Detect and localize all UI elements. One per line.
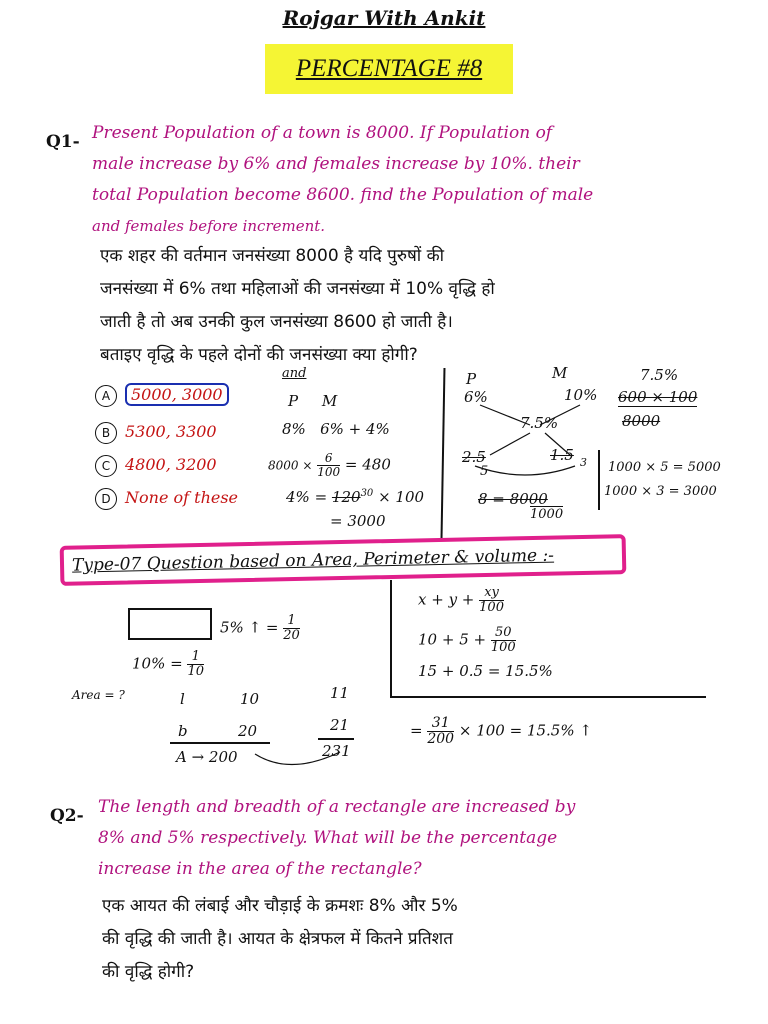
work-top-b: 600 × 100 [618,388,698,406]
result-text: × 100 = 15.5% ↑ [458,721,592,740]
work-right-diff: 1.5 [550,446,574,464]
work-and-label: and [282,366,307,381]
area-rule-new [318,738,354,740]
divider-line [441,368,446,538]
area-result: = $\frac{31}{200}$ × 100 = 15.5% ↑ [410,715,592,747]
formula-divider-v [390,580,392,698]
work-m: M [552,364,568,382]
fraction-den: 100 [317,465,341,479]
work-top-c: 8000 [622,412,661,430]
work-top-a: 7.5% [640,366,679,384]
q1-option-c [95,455,217,477]
formula-text: 10 + 5 + [418,630,487,649]
q1-english-line: and females before increment. [92,217,326,235]
work-line1: 8% 6% + 4% [282,420,390,438]
fraction-num: 1 [283,614,300,629]
ratio-arc [470,462,580,486]
formula-line1 [418,586,504,615]
page-title-banner [265,44,513,94]
work-value: 30 [360,488,374,499]
formula-line3: 15 + 0.5 = 15.5% [418,662,553,680]
fraction-den: 200 [427,731,455,747]
fraction-num: 1 [187,650,204,665]
q1-hindi-line: बताइए वृद्धि के पहले दोनों की जनसंख्या क्या होगी? [100,345,418,365]
option-text: None of these [125,488,239,507]
option-text: 5300, 3300 [125,422,217,441]
area-arc [250,748,350,774]
l-label: l [180,690,185,708]
q1-hindi-line: एक शहर की वर्तमान जनसंख्या 8000 है यदि पुरुषों की [100,246,445,266]
work-value: 8000 × [268,458,313,473]
fraction-den: 100 [490,640,516,655]
option-letter: A [95,385,117,407]
q1-option-b [95,422,217,444]
q1-english [92,118,732,242]
formula-text: x + y + [418,590,475,609]
b-new-value: 21 [330,716,350,734]
q1-option-d [95,488,238,510]
q1-option-a [95,385,229,407]
work-result-1: 1000 × 5 = 5000 [608,460,721,475]
fraction-num: 31 [427,716,454,732]
q2-hindi-line: की वृद्धि की जाती है। आयत के क्षेत्रफल में कितने प्रतिशत [102,929,453,949]
pct-fraction [283,614,300,643]
pct-label [220,614,300,643]
q2-number: Q2- [50,806,84,826]
l-new-value: 11 [330,684,350,702]
work-p-pct: 6% [464,388,488,406]
q1-english-line: male increase by 6% and females increase by 10%. their [92,154,580,174]
result-divider [598,450,600,510]
q2-hindi-line: की वृद्धि होगी? [102,962,195,982]
page-title: PERCENTAGE #8 [295,55,483,82]
work-value: 120 [331,488,361,506]
q2-hindi [102,890,722,989]
l-value: 10 [240,690,260,708]
work-line3 [286,488,424,506]
q1-english-line: Present Population of a town is 8000. If Population of [92,123,553,143]
fraction-num: xy [479,586,504,601]
a-new-value: 231 [322,742,351,760]
option-text-answer: 5000, 3000 [125,383,229,406]
formula-line2 [418,626,516,655]
work-left-diff: 2.5 [462,448,486,466]
work-line4: = 3000 [330,512,386,530]
work-ratio-unit: 1000 [530,507,564,522]
fraction-den: 100 [479,600,504,615]
pct-text: 5% ↑ = [220,618,279,637]
section-heading: Type-07 Question based on Area, Perimeter & volume :- [71,545,555,576]
work-ratio-total: 8 = 8000 [478,490,548,508]
work-result: = 480 [344,455,391,474]
formula-divider-h [390,696,706,698]
b-label: b [178,722,188,740]
q1-hindi-line: जाती है तो अब उनकी कुल जनसंख्या 8600 हो जाती है। [100,312,453,332]
work-value: 4% = [286,488,328,506]
option-letter: C [95,455,117,477]
section-heading-box [60,534,627,586]
fraction-den: 20 [283,628,300,643]
b-value: 20 [238,722,258,740]
area-rule [170,742,270,744]
result-fraction [427,716,454,747]
q1-english-line: total Population become 8600. find the Population of male [92,185,594,205]
area-label: Area = ? [72,688,125,702]
work-center: 7.5% [520,414,559,432]
brand-title: Rojgar With Ankit [282,6,486,30]
fraction-den: 10 [187,664,205,679]
option-text: 4800, 3200 [125,455,217,474]
q2-english-line: The length and breadth of a rectangle are increased by [98,797,576,817]
q1-hindi-line: जनसंख्या में 6% तथा महिलाओं की जनसंख्या में 10% वृद्धि हो [100,279,495,299]
q1-number: Q1- [46,132,80,152]
formula-fraction [491,626,516,655]
q2-english [98,792,738,885]
work-pm-header: P M [288,392,338,410]
fraction-num: 50 [491,626,516,641]
work-line2 [268,452,391,479]
a-value: A → 200 [176,748,238,766]
q2-english-line: increase in the area of the rectangle? [98,859,422,879]
q1-hindi [100,240,720,372]
rectangle-shape [128,608,212,640]
work-left-small: 5 [480,464,489,479]
fraction-num: 6 [317,452,340,466]
option-letter: B [95,422,117,444]
work-value: × 100 [378,488,425,506]
ten-pct-label [132,650,204,679]
formula-fraction [479,586,504,615]
work-p: P [466,370,477,388]
work-m-pct: 10% [564,386,598,404]
ten-pct-text: 10% = [132,654,183,673]
q2-english-line: 8% and 5% respectively. What will be the percentage [98,828,558,848]
option-letter: D [95,488,117,510]
q2-hindi-line: एक आयत की लंबाई और चौड़ाई के क्रमशः 8% और 5% [102,896,458,916]
ten-pct-fraction [187,650,204,679]
work-result-2: 1000 × 3 = 3000 [604,484,717,499]
work-right-small: 3 [580,456,587,469]
work-fraction [317,452,340,479]
